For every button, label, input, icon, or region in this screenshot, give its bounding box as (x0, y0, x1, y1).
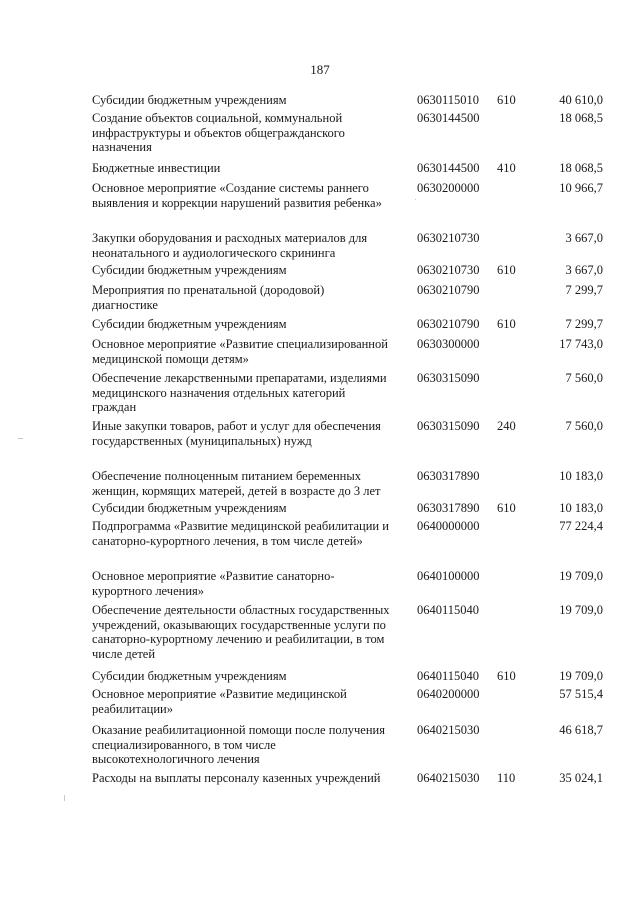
row-expense-type: 610 (497, 501, 516, 515)
row-name: Расходы на выплаты персоналу казенных учреждений (92, 771, 381, 785)
row-code: 0640215030 (417, 723, 480, 737)
row-code: 0640000000 (417, 519, 480, 533)
table-row (0, 371, 640, 419)
row-amount: 17 743,0 (559, 337, 603, 351)
row-amount: 40 610,0 (559, 93, 603, 107)
table-row (0, 161, 640, 181)
table-row (0, 111, 640, 161)
row-name: Основное мероприятие «Создание системы раннего выявления и коррекции нарушений развития ребенка» (92, 181, 382, 210)
scan-mark (18, 438, 23, 439)
row-code: 0640100000 (417, 569, 480, 583)
row-code: 0630317890 (417, 501, 480, 515)
table-row (0, 419, 640, 469)
row-code: 0640115040 (417, 603, 480, 617)
row-name: Основное мероприятие «Развитие санаторно-курортного лечения» (92, 569, 335, 598)
row-code: 0630210730 (417, 231, 480, 245)
table-row (0, 317, 640, 337)
table-row (0, 93, 640, 111)
row-name: Субсидии бюджетным учреждениям (92, 669, 287, 683)
row-code: 0630144500 (417, 161, 480, 175)
budget-table (0, 93, 640, 805)
scan-mark (64, 795, 65, 801)
row-amount: 7 560,0 (565, 419, 603, 433)
row-amount: 18 068,5 (559, 111, 603, 125)
row-code: 0630210730 (417, 263, 480, 277)
row-code: 0630317890 (417, 469, 480, 483)
row-code: 0630210790 (417, 283, 480, 297)
row-name: Подпрограмма «Развитие медицинской реабилитации и санаторно-курортного лечения, в том числе детей» (92, 519, 389, 548)
table-row (0, 469, 640, 501)
row-amount: 10 183,0 (559, 469, 603, 483)
row-amount: 77 224,4 (559, 519, 603, 533)
row-expense-type: 240 (497, 419, 516, 433)
row-name: Обеспечение лекарственными препаратами, изделиями медицинского назначения отдельных категорий граждан (92, 371, 387, 414)
row-name: Основное мероприятие «Развитие медицинской реабилитации» (92, 687, 347, 716)
row-expense-type: 610 (497, 669, 516, 683)
table-row (0, 723, 640, 771)
row-code: 0630315090 (417, 419, 480, 433)
row-expense-type: 610 (497, 263, 516, 277)
row-amount: 7 560,0 (565, 371, 603, 385)
table-row (0, 283, 640, 317)
scan-mark (415, 199, 416, 200)
row-amount: 10 966,7 (559, 181, 603, 195)
table-row (0, 337, 640, 371)
row-name: Обеспечение полноценным питанием беременных женщин, кормящих матерей, детей в возрасте до 3 лет (92, 469, 381, 498)
table-row (0, 669, 640, 687)
row-amount: 7 299,7 (565, 283, 603, 297)
table-row (0, 263, 640, 283)
row-code: 0630115010 (417, 93, 480, 107)
row-name: Закупки оборудования и расходных материалов для неонатального и аудиологического скрининга (92, 231, 368, 260)
row-name: Оказание реабилитационной помощи после получения специализированного, в том числе высокотехнологичного лечения (92, 723, 385, 766)
row-expense-type: 610 (497, 317, 516, 331)
table-row (0, 231, 640, 263)
table-row (0, 501, 640, 519)
table-row (0, 181, 640, 231)
row-amount: 3 667,0 (565, 263, 603, 277)
table-row (0, 519, 640, 569)
row-amount: 19 709,0 (559, 669, 603, 683)
row-name: Бюджетные инвестиции (92, 161, 221, 175)
row-code: 0630210790 (417, 317, 480, 331)
row-name: Субсидии бюджетным учреждениям (92, 263, 287, 277)
page-number: 187 (310, 62, 330, 77)
table-row (0, 771, 640, 805)
row-name: Обеспечение деятельности областных государственных учреждений, оказывающих государственные услуги по санаторно-курортному лечению и реабилитации, в том числе детей (92, 603, 390, 661)
row-name: Субсидии бюджетным учреждениям (92, 93, 287, 107)
row-amount: 10 183,0 (559, 501, 603, 515)
row-code: 0630315090 (417, 371, 480, 385)
row-expense-type: 410 (497, 161, 516, 175)
row-name: Мероприятия по пренатальной (дородовой) диагностике (92, 283, 325, 312)
row-code: 0640215030 (417, 771, 480, 785)
row-amount: 7 299,7 (565, 317, 603, 331)
row-expense-type: 610 (497, 93, 516, 107)
table-row (0, 603, 640, 669)
row-name: Субсидии бюджетным учреждениям (92, 317, 287, 331)
row-code: 0630144500 (417, 111, 480, 125)
row-amount: 57 515,4 (559, 687, 603, 701)
row-name: Иные закупки товаров, работ и услуг для обеспечения государственных (муниципальных) нужд (92, 419, 381, 448)
row-code: 0630200000 (417, 181, 480, 195)
table-row (0, 569, 640, 603)
row-name: Субсидии бюджетным учреждениям (92, 501, 287, 515)
row-amount: 19 709,0 (559, 569, 603, 583)
table-row (0, 687, 640, 723)
row-amount: 3 667,0 (565, 231, 603, 245)
row-code: 0630300000 (417, 337, 480, 351)
row-amount: 35 024,1 (559, 771, 603, 785)
row-amount: 46 618,7 (559, 723, 603, 737)
row-name: Создание объектов социальной, коммунальной инфраструктуры и объектов общегражданского назначения (92, 111, 345, 154)
row-code: 0640115040 (417, 669, 480, 683)
row-amount: 19 709,0 (559, 603, 603, 617)
row-name: Основное мероприятие «Развитие специализированной медицинской помощи детям» (92, 337, 388, 366)
row-expense-type: 110 (497, 771, 516, 785)
row-code: 0640200000 (417, 687, 480, 701)
row-amount: 18 068,5 (559, 161, 603, 175)
